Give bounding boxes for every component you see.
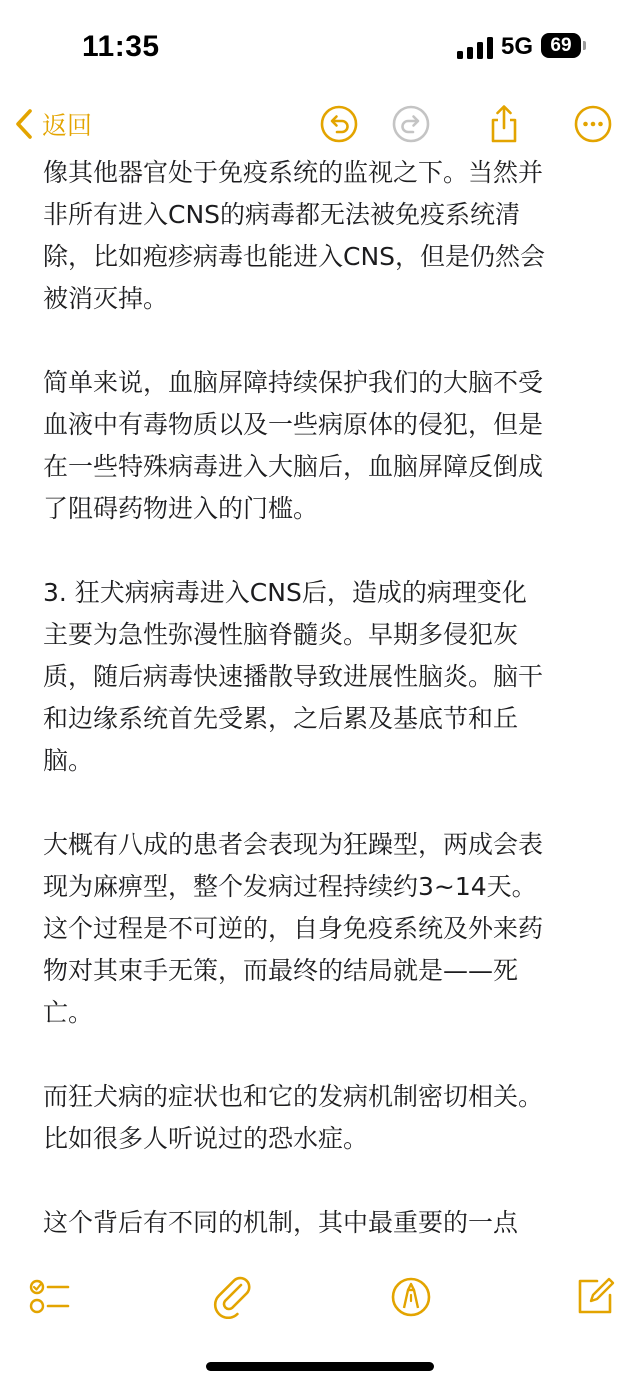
compose-icon	[573, 1275, 617, 1319]
more-icon	[573, 104, 613, 144]
paperclip-icon	[210, 1275, 254, 1319]
share-icon	[484, 104, 524, 144]
attachment-button[interactable]	[210, 1275, 254, 1319]
more-button[interactable]	[573, 104, 613, 144]
chevron-left-icon	[12, 106, 36, 142]
battery-cap	[583, 41, 586, 50]
note-paragraph: 而狂犬病的症状也和它的发病机制密切相关。 比如很多人听说过的恐水症。	[43, 1082, 544, 1153]
undo-button[interactable]	[319, 104, 359, 144]
redo-button[interactable]	[391, 104, 431, 144]
back-label: 返回	[42, 111, 93, 140]
battery-level: 69	[550, 35, 572, 56]
note-body[interactable]	[0, 152, 640, 1257]
undo-icon	[319, 104, 359, 144]
checklist-button[interactable]	[28, 1275, 72, 1319]
network-type: 5G	[501, 33, 534, 60]
note-paragraph: 3. 狂犬病病毒进入CNS后，造成的病理变化 主要为急性弥漫性脑脊髓炎。早期多侵犯灰 质，随后病毒快速播散导致进展性脑炎。脑干 和边缘系统首先受累，之后累及基底节和丘 脑。	[43, 578, 544, 775]
status-bar	[0, 0, 640, 96]
note-paragraph: 简单来说，血脑屏障持续保护我们的大脑不受 血液中有毒物质以及一些病原体的侵犯，但是 在一些特殊病毒进入大脑后，血脑屏障反倒成 了阻碍药物进入的门槛。	[43, 368, 544, 523]
markup-pen-icon	[389, 1275, 433, 1319]
note-paragraph: 像其他器官处于免疫系统的监视之下。当然并 非所有进入CNS的病毒都无法被免疫系统清 除，比如疱疹病毒也能进入CNS，但是仍然会 被消灭掉。	[43, 158, 546, 313]
share-button[interactable]	[484, 104, 524, 144]
compose-button[interactable]	[573, 1275, 617, 1319]
cellular-signal-icon	[457, 37, 493, 59]
note-paragraph: 这个背后有不同的机制，其中最重要的一点	[43, 1208, 519, 1237]
checklist-icon	[28, 1275, 72, 1319]
redo-icon	[391, 104, 431, 144]
note-text[interactable]	[43, 152, 595, 1257]
note-paragraph: 大概有八成的患者会表现为狂躁型，两成会表 现为麻痹型，整个发病过程持续约3~14天。 这个过程是不可逆的，自身免疫系统及外来药 物对其束手无策，而最终的结局就是——死 亡。	[43, 830, 544, 1027]
markup-button[interactable]	[389, 1275, 433, 1319]
home-indicator[interactable]	[206, 1362, 434, 1371]
battery-icon	[541, 33, 581, 58]
status-time: 11:35	[82, 30, 160, 63]
back-button[interactable]	[12, 104, 92, 144]
